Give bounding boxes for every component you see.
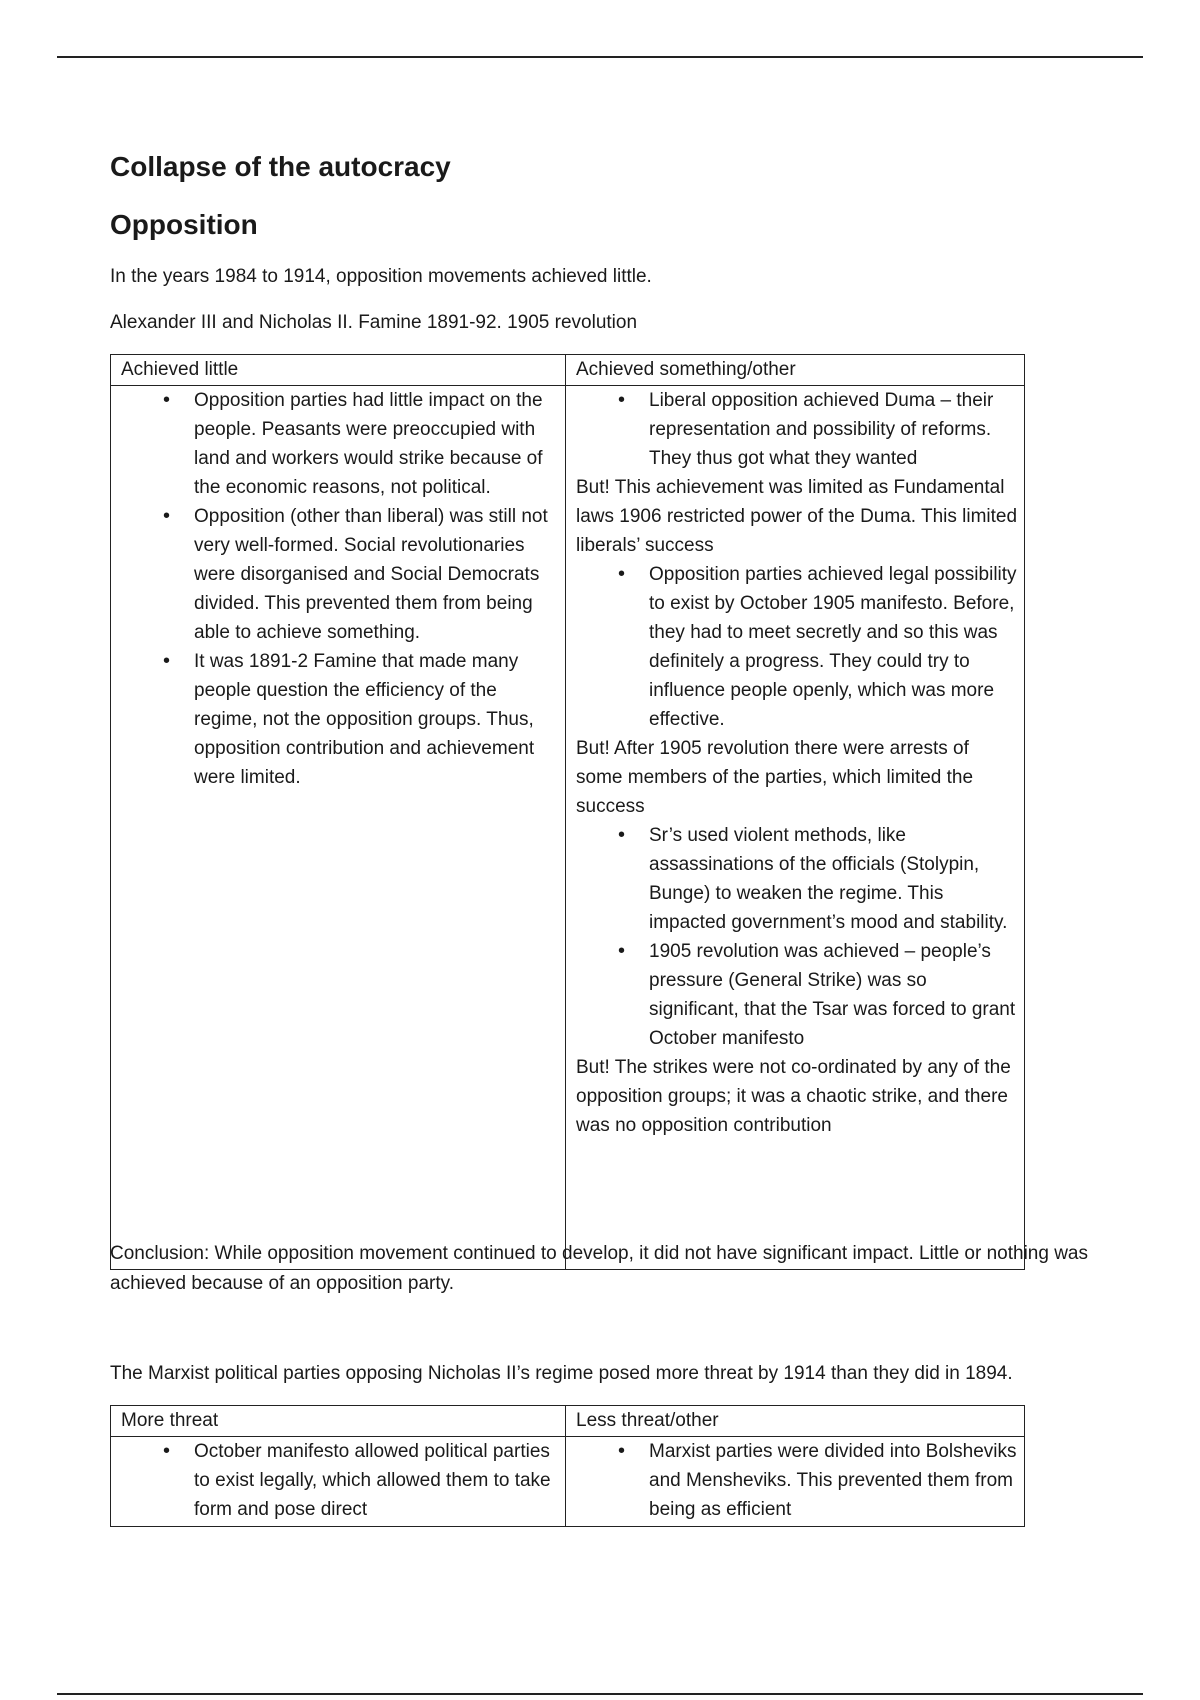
marxist-threat-table — [110, 1405, 1025, 1527]
list-item: • 1905 revolution was achieved – people’s pressure (General Strike) was so significant, that the Tsar was forced to grant October manifesto — [576, 937, 1020, 1053]
conclusion-text: Conclusion: While opposition movement continued to develop, it did not have significant impact. Little or nothing was achieved because of an opposition party. — [110, 1243, 1088, 1294]
top-rule — [57, 56, 1143, 58]
achieved-little-cell — [111, 386, 566, 1270]
counterpoint-note: But! The strikes were not co-ordinated by any of the opposition groups; it was a chaotic strike, and there was no opposition contribution — [576, 1057, 1011, 1136]
opposition-table — [110, 354, 1025, 1270]
counterpoint-note: But! After 1905 revolution there were arrests of some members of the parties, which limited the success — [576, 738, 974, 817]
list-item: • Sr’s used violent methods, like assassinations of the officials (Stolypin, Bunge) to weaken the regime. This impacted government’s mood and stability. — [576, 821, 1020, 937]
list-item: • Opposition (other than liberal) was still not very well-formed. Social revolutionaries were disorganised and Social Democrats divided. This prevented them from being able to achieve something. — [121, 502, 565, 647]
table-header-row — [111, 355, 1025, 386]
intro-line-1: In the years 1984 to 1914, opposition movements achieved little. — [110, 266, 652, 287]
marxist-statement: The Marxist political parties opposing Nicholas II’s regime posed more threat by 1914 than they did in 1894. — [110, 1363, 1013, 1384]
less-threat-list — [576, 1437, 1020, 1524]
table-body-row — [111, 1437, 1025, 1527]
header-less-threat: Less threat/other — [566, 1406, 1025, 1437]
section-heading: Opposition — [110, 209, 258, 240]
achieved-something-list-1 — [576, 386, 1020, 473]
list-item: • Marxist parties were divided into Bolsheviks and Mensheviks. This prevented them from being as efficient — [576, 1437, 1020, 1524]
intro-line-2: Alexander III and Nicholas II. Famine 1891-92. 1905 revolution — [110, 312, 638, 333]
page-title: Collapse of the autocracy — [110, 151, 451, 182]
achieved-little-list — [121, 386, 565, 792]
table-header-row — [111, 1406, 1025, 1437]
bottom-rule — [57, 1693, 1143, 1695]
counterpoint-note: But! This achievement was limited as Fundamental laws 1906 restricted power of the Duma. This limited liberals’ success — [576, 477, 1018, 556]
list-item: • Opposition parties had little impact on the people. Peasants were preoccupied with land and workers would strike because of the economic reasons, not political. — [121, 386, 565, 502]
list-item: • Opposition parties achieved legal possibility to exist by October 1905 manifesto. Before, they had to meet secretly and so this was definitely a progress. They could try to influence people openly, which was more effective. — [576, 560, 1020, 734]
header-more-threat: More threat — [111, 1406, 566, 1437]
header-achieved-little: Achieved little — [111, 355, 566, 386]
table-body-row — [111, 386, 1025, 1270]
list-item: • October manifesto allowed political parties to exist legally, which allowed them to take form and pose direct — [121, 1437, 565, 1524]
achieved-something-cell — [566, 386, 1025, 1270]
list-item: • Liberal opposition achieved Duma – their representation and possibility of reforms. They thus got what they wanted — [576, 386, 1020, 473]
list-item: • It was 1891-2 Famine that made many people question the efficiency of the regime, not the opposition groups. Thus, opposition contribution and achievement were limited. — [121, 647, 565, 792]
achieved-something-list-2 — [576, 560, 1020, 734]
more-threat-list — [121, 1437, 565, 1524]
more-threat-cell — [111, 1437, 566, 1527]
achieved-something-list-3 — [576, 821, 1020, 1053]
less-threat-cell — [566, 1437, 1025, 1527]
header-achieved-something: Achieved something/other — [566, 355, 1025, 386]
